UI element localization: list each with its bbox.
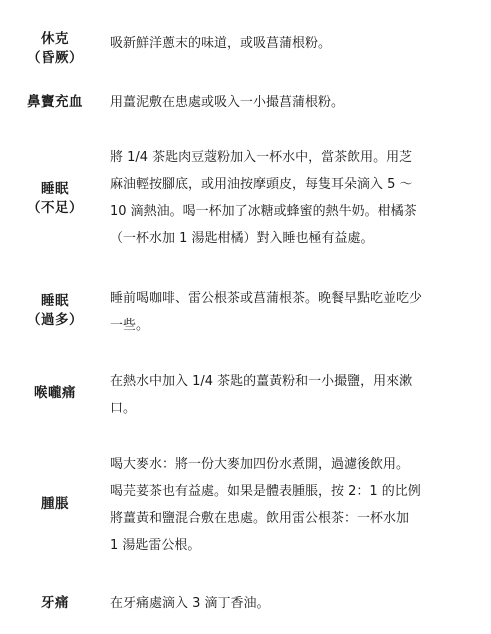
- remedy-description: 將 1/4 茶匙肉豆蔻粉加入一杯水中，當茶飲用。用芝 麻油輕按腳底，或用油按摩頭皮，每隻耳朵滴入 5 ～ 10 滴熱油。喝一杯加了冰糖或蜂蜜的熱牛奶。柑橘茶 （一杯水加 1 湯匙柑橘）對入睡也極有益處。: [110, 150, 417, 246]
- remedy-description: 在熱水中加入 1/4 茶匙的薑黃粉和一小撮鹽，用來漱 口。: [110, 374, 413, 416]
- term-label: 牙痛: [41, 595, 69, 611]
- term-label: 休克 （昏厥）: [27, 31, 83, 66]
- term-label: 鼻竇充血: [27, 94, 83, 110]
- remedy-description: 喝大麥水：將一份大麥加四份水煮開，過濾後飲用。 喝芫荽茶也有益處。如果是體表腫脹，按 2：1 的比例 將薑黃和鹽混合敷在患處。飲用雷公根茶：一杯水加 1 湯匙雷公根。: [110, 457, 421, 553]
- remedy-description: 睡前喝咖啡、雷公根茶或菖蒲根茶。晚餐早點吃並吃少 一些。: [110, 291, 423, 333]
- term-label: 睡眠 （不足）: [27, 181, 83, 216]
- term-label: 喉嚨痛: [34, 385, 76, 401]
- term-label: 腫脹: [41, 496, 69, 512]
- term-label: 睡眠 （過多）: [27, 293, 83, 328]
- remedy-description: 在牙痛處滴入 3 滴丁香油。: [110, 596, 270, 611]
- remedy-description: 吸新鮮洋蔥末的味道，或吸菖蒲根粉。: [110, 36, 332, 51]
- remedy-description: 用薑泥敷在患處或吸入一小撮菖蒲根粉。: [110, 95, 345, 110]
